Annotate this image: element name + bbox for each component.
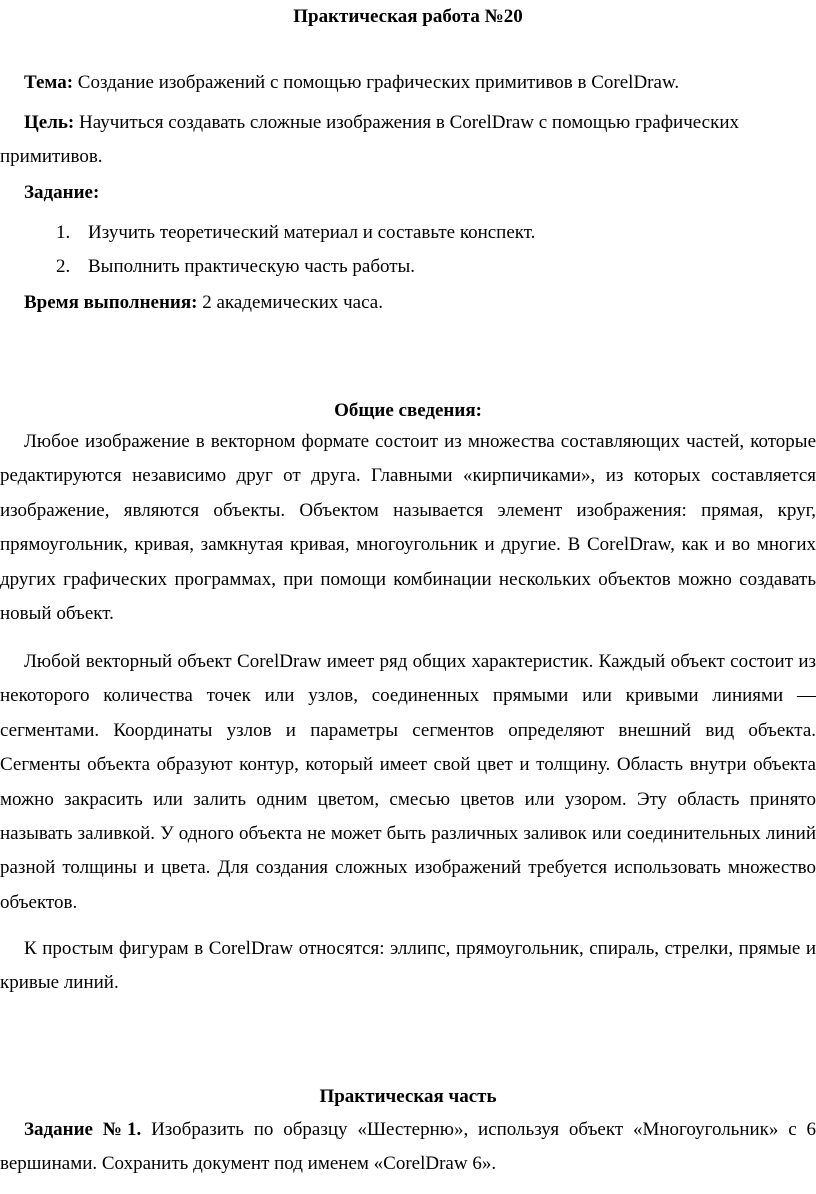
practical-task-1-label: Задание №1.: [24, 1119, 142, 1140]
practical-task-1: [0, 1113, 816, 1182]
list-item-text: Выполнить практическую часть работы.: [88, 256, 416, 277]
list-item-text: Изучить теоретический материал и составьте конспект.: [88, 222, 536, 243]
practical-task-1-text: Изобразить по образцу «Шестерню», используя объект «Многоугольник» с 6 вершинами. Сохранить документ под именем «CorelDraw 6».: [0, 1119, 816, 1175]
topic-line: [24, 72, 816, 94]
page-title: Практическая работа №20: [293, 6, 523, 27]
task-label: Задание:: [24, 182, 100, 203]
goal-text-cont: примитивов.: [0, 146, 103, 167]
goal-line: [24, 112, 816, 134]
task-heading-line: [24, 182, 816, 204]
list-item-number: 1.: [56, 222, 71, 243]
time-line: [24, 292, 816, 314]
practical-heading: Практическая часть: [319, 1086, 497, 1107]
list-item-number: 2.: [56, 256, 71, 277]
time-text: 2 академических часа.: [197, 292, 383, 313]
general-heading: Общие сведения:: [334, 400, 482, 421]
topic-text: Создание изображений с помощью графических примитивов в CorelDraw.: [73, 72, 680, 93]
goal-text: Научиться создавать сложные изображения в CorelDraw с помощью графических: [74, 112, 739, 133]
time-label: Время выполнения:: [24, 292, 198, 313]
general-paragraph-2: Любой векторный объект CorelDraw имеет ряд общих характеристик. Каждый объект состоит из некоторого количества точек или узлов, соединенных прямыми или кривыми линиями — сегментами. Координаты узлов и параметры сегментов определяют внешний вид объекта. Сегменты объекта образуют контур, который имеет свой цвет и толщину. Область внутри объекта можно закрасить или залить одним цветом, смесью цветов или узором. Эту область принято называть заливкой. У одного объекта не может быть различных заливок или соединительных линий разной толщины и цвета. Для создания сложных изображений требуется использовать множество объектов.: [0, 651, 816, 913]
topic-label: Тема:: [24, 72, 74, 93]
goal-line-cont: [0, 146, 816, 168]
general-paragraph-1: Любое изображение в векторном формате состоит из множества составляющих частей, которые редактируются независимо друг от друга. Главными «кирпичиками», из которых составляется изображение, являются объекты. Объектом называется элемент изображения: прямая, круг, прямоугольник, кривая, замкнутая кривая, многоугольник и другие. В CorelDraw, как и во многих других графических программах, при помощи комбинации нескольких объектов можно создавать новый объект.: [0, 431, 816, 625]
general-paragraph-3: К простым фигурам в CorelDraw относятся: эллипс, прямоугольник, спираль, стрелки, прямые и кривые линий.: [0, 938, 816, 994]
goal-label: Цель:: [24, 112, 75, 133]
